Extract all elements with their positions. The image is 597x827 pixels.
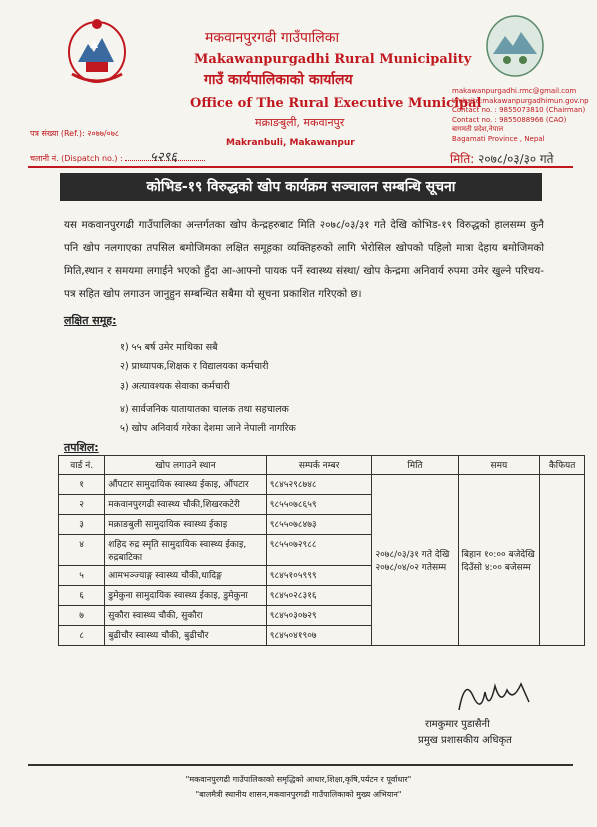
target-group-item: २) प्राध्यापक,शिक्षक र विद्यालयका कर्मचारी <box>120 361 269 372</box>
contact-email: makawanpurgadhi.rmc@gmail.com <box>452 87 577 95</box>
vaccination-schedule-table <box>58 455 585 646</box>
cell-phone: ९८४५०२८३१६ <box>266 586 372 606</box>
header-line-4: Office of The Rural Executive Municipal <box>190 96 482 111</box>
contact-cao: Contact no. : 9855088966 (CAO) <box>452 115 567 124</box>
cell-time-range: बिहान १०:०० बजेदेखि दिउँसो ४:०० बजेसम्म <box>458 475 540 646</box>
cell-phone: ९८५५०७२९८८ <box>266 535 372 566</box>
municipality-logo-icon <box>485 14 545 78</box>
target-group-title: लक्षित समूह: <box>64 314 117 327</box>
header-line-5: मक्राङबुली, मकवानपुर <box>255 116 345 129</box>
cell-phone: ९८५५०७८६५९ <box>266 495 372 515</box>
cell-place: आमभञ्ज्याङ्ग स्वास्थ्य चौकी,धादिङ्ग <box>105 566 266 586</box>
notice-body: यस मकवानपुरगढी गाउँपालिका अन्तर्गतका खोप केन्द्रहरुबाट मिति २०७८/०३/३१ गते देखि कोभिड-१९ विरुद्धको हालसम्म कुनै पनि खोप नलगाएका तपसिल बमोजिमका लक्षित समूहका व्यक्तिहरुको लागि भेरोसिल खोपको पहिलो मात्रा देहाय बमोजिमको मिति,स्थान र समयमा लगाईने भएको हुँदा आ-आफ्नो पायक पर्ने स्वास्थ्य संस्था/ खोप केन्द्रमा अनिवार्य रुपमा उमेर खुल्ने परिचय-पत्र सहित खोप लगाउन जानुहुन सम्बन्धित सबैमा यो सूचना प्रकाशित गरिएको छ। <box>64 219 544 300</box>
target-group-item: ३) अत्यावश्यक सेवाका कर्मचारी <box>120 381 230 392</box>
cell-phone: ९८५५०७८४७३ <box>266 515 372 535</box>
cell-phone: ९८४५०४१९०७ <box>266 626 372 646</box>
footer-slogan-2: "बालमैत्री स्थानीय शासन,मकवानपुरगढी गाउँपालिकाको मुख्य अभियान" <box>195 790 402 799</box>
contact-province-en: Bagamati Province , Nepal <box>452 134 545 143</box>
contact-chairman: Contact no. : 9855073810 (Chairman) <box>452 106 586 115</box>
cell-place: औंपटार सामुदायिक स्वास्थ्य ईकाइ, औंपटार <box>105 475 266 495</box>
header-address: Makranbuli, Makawanpur <box>226 138 355 148</box>
letter-date <box>450 150 554 167</box>
handwritten-signature-icon <box>455 672 535 718</box>
cell-place: मकवानपुरगढी स्वास्थ्य चौकी,शिखरकटेरी <box>105 495 266 515</box>
signatory-title: प्रमुख प्रशासकीय अधिकृत <box>418 735 512 746</box>
contact-province-np: बागमती प्रदेश,नेपाल <box>452 125 504 134</box>
dispatch-label <box>30 152 205 164</box>
footer-divider <box>28 764 573 766</box>
cell-ward: ३ <box>59 515 105 535</box>
cell-date-range: २०७८/०३/३१ गते देखि २०७८/०४/०२ गतेसम्म <box>372 475 458 646</box>
header-line-2: Makawanpurgadhi Rural Municipality <box>194 52 472 67</box>
target-group-item: १) ५५ बर्ष उमेर माथिका सबै <box>120 342 218 353</box>
cell-ward: ५ <box>59 566 105 586</box>
contact-block <box>452 87 589 145</box>
table-row <box>59 475 585 495</box>
col-header-phone: सम्पर्क नम्बर <box>266 456 372 475</box>
signatory-name: रामकुमार पुडासैनी <box>425 719 490 730</box>
cell-ward: १ <box>59 475 105 495</box>
cell-place: डुमेकुना सामुदायिक स्वास्थ्य ईकाइ, डुमेकुना <box>105 586 266 606</box>
cell-ward: ७ <box>59 606 105 626</box>
reference-number: पत्र संख्या (Ref.): २०७७/०७८ <box>30 129 120 138</box>
header-line-1: मकवानपुरगढी गाउँपालिका <box>205 30 340 46</box>
col-header-date: मिति <box>372 456 458 475</box>
col-header-remarks: कैफियत <box>540 456 585 475</box>
cell-place: बुढीचौर स्वास्थ्य चौकी, बुढीचौर <box>105 626 266 646</box>
cell-ward: ६ <box>59 586 105 606</box>
cell-ward: ८ <box>59 626 105 646</box>
target-group-item: ५) खोप अनिवार्य गरेका देशमा जाने नेपाली नागरिक <box>120 423 296 434</box>
cell-phone: ९८४५०३०७२९ <box>266 606 372 626</box>
header-divider <box>28 166 573 168</box>
table-header-row <box>59 456 585 475</box>
cell-place: सुकौरा स्वास्थ्य चौकी, सुकौरा <box>105 606 266 626</box>
cell-place: मक्राङबुली सामुदायिक स्वास्थ्य ईकाइ <box>105 515 266 535</box>
details-title: तपशिल: <box>64 441 99 454</box>
date-label: मिति: <box>450 152 475 166</box>
col-header-time: समय <box>458 456 540 475</box>
cell-phone: ९८४५२९८७४८ <box>266 475 372 495</box>
cell-ward: ४ <box>59 535 105 566</box>
footer-slogan-1: "मकवानपुरगढी गाउँपालिकाको समृद्धिको आधार,शिक्षा,कृषि,पर्यटन र पूर्वाधार" <box>185 775 412 784</box>
col-header-place: खोप लगाउने स्थान <box>105 456 266 475</box>
contact-website: Website:makawanpurgadhimun.gov.np <box>452 96 589 105</box>
dispatch-number: ५२९६ <box>150 150 178 165</box>
header-line-3: गाउँ कार्यपालिकाको कार्यालय <box>204 72 353 88</box>
cell-phone: ९८४५१०५९९९ <box>266 566 372 586</box>
nepal-government-emblem-icon <box>64 14 130 88</box>
target-group-item: ४) सार्वजनिक यातायातका चालक तथा सहचालक <box>120 404 289 415</box>
dispatch-label-text: चलानी नं. (Dispatch no.) : <box>30 154 123 163</box>
cell-ward: २ <box>59 495 105 515</box>
notice-title-banner: कोभिड-१९ विरुद्धको खोप कार्यक्रम सञ्चालन सम्बन्धि सूचना <box>60 173 542 201</box>
cell-remarks <box>540 475 585 646</box>
date-value: २०७८/०३/३० गते <box>478 152 554 166</box>
col-header-ward: वार्ड नं. <box>59 456 105 475</box>
cell-place: शहिद रुद्र स्मृति सामुदायिक स्वास्थ्य ईकाइ, रुद्रबाटिका <box>105 535 266 566</box>
